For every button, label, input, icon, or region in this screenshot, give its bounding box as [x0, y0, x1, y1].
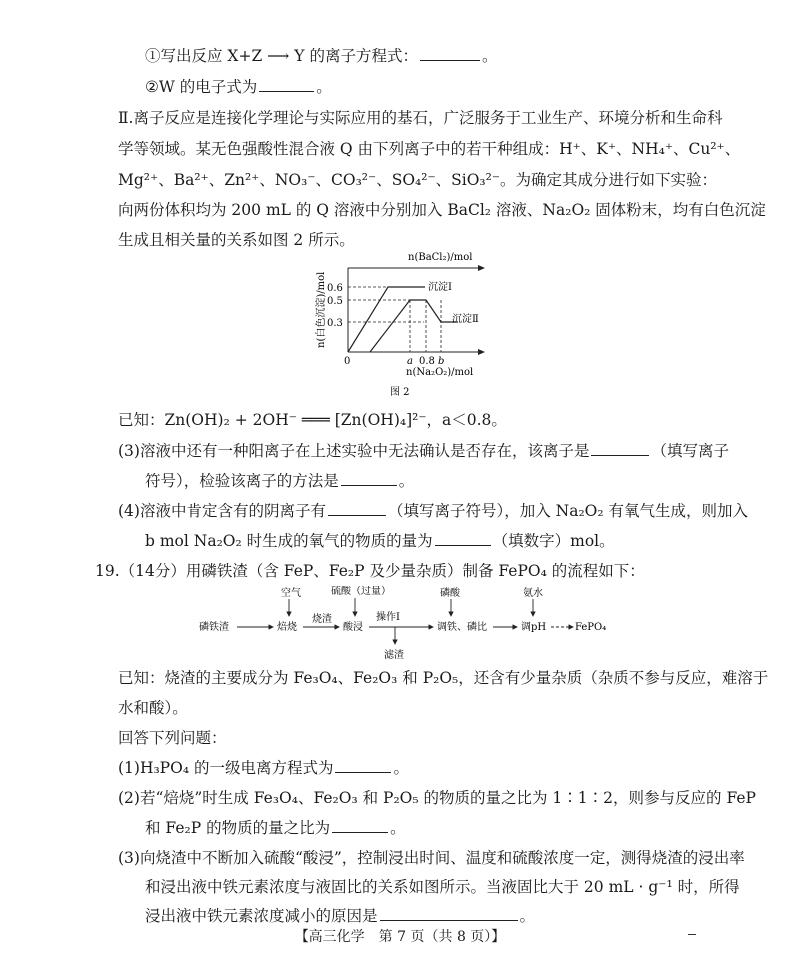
step-adjust: 调铁、磷比	[437, 622, 487, 633]
answer-blank[interactable]	[591, 441, 649, 456]
answer-blank[interactable]	[341, 471, 397, 486]
figure-2-graph	[300, 248, 500, 403]
step-start: 磷铁渣	[199, 622, 229, 633]
part-3-text: 浸出液中铁元素浓度减小的原因是	[145, 907, 378, 925]
label-precipitate-2: 沉淀Ⅱ	[452, 314, 479, 325]
top-axis-arrow	[478, 265, 485, 271]
y-axis-label: n(白色沉淀)/mol	[316, 271, 327, 348]
part-2-line2	[145, 818, 406, 838]
section2-line1: Ⅱ.离子反应是连接化学理论与实际应用的基石，广泛服务于工业生产、环境分析和生命科	[118, 109, 723, 127]
step-roast: 焙烧	[277, 622, 297, 633]
section2-line3: Mg²⁺、Ba²⁺、Zn²⁺、NO₃⁻、CO₃²⁻、SO₄²⁻、SiO₃²⁻。为确定其成分进行如下实验：	[118, 171, 718, 189]
x-tick-b: b	[438, 356, 445, 367]
part-3-line1: (3)向烧渣中不断加入硫酸“酸浸”，控制浸出时间、温度和硫酸浓度一定，测得烧渣的浸出率	[118, 849, 745, 867]
q4-text-a: (4)溶液中肯定含有的阴离子有	[118, 502, 326, 520]
reagent-ammonia: 氨水	[523, 588, 543, 599]
known-condition-2-line2: 水和酸）。	[118, 699, 188, 717]
step-ph: 调pH	[521, 622, 547, 633]
part-2-text: 和 Fe₂P 的物质的量之比为	[145, 819, 331, 837]
q4-text-d: （填数字）mol。	[492, 532, 615, 550]
question-19-title: 19.（14分）用磷铁渣（含 FeP、Fe₂P 及少量杂质）制备 FePO₄ 的流程如下：	[95, 562, 645, 580]
question-4-line1	[118, 501, 748, 521]
process-flow-diagram	[195, 586, 615, 666]
x-tick-0.8: 0.8	[419, 356, 435, 367]
answer-blank[interactable]	[380, 906, 518, 921]
question-2-line	[145, 77, 332, 97]
answer-blank[interactable]	[335, 758, 391, 773]
x-axis-label: n(Na₂O₂)/mol	[406, 367, 474, 378]
section2-line2: 学等领域。某无色强酸性混合液 Q 由下列离子中的若干种组成：H⁺、K⁺、NH₄⁺、Cu²⁺、	[118, 140, 741, 158]
x-tick-a: a	[407, 356, 413, 367]
part-2-line1: (2)若“焙烧”时生成 Fe₃O₄、Fe₂O₃ 和 P₂O₅ 的物质的量之比为 1∶1∶2，则参与反应的 FeP	[118, 789, 756, 807]
curve-precipitate-2	[370, 300, 458, 352]
y-tick-0.6: 0.6	[327, 283, 343, 294]
period: 。	[393, 759, 409, 777]
q3-text-c: 符号），检验该离子的方法是	[145, 472, 339, 490]
period: 。	[390, 819, 406, 837]
q4-text-c: b mol Na₂O₂ 时生成的氧气的物质的量为	[145, 532, 433, 550]
figure-caption: 图 2	[390, 387, 410, 398]
y-tick-0.3: 0.3	[327, 318, 343, 329]
q1-text: ①写出反应 X+Z ⟶ Y 的离子方程式：	[145, 47, 418, 65]
question-3-line1	[118, 441, 729, 461]
corner-mark	[688, 934, 696, 935]
section2-line4: 向两份体积均为 200 mL 的 Q 溶液中分别加入 BaCl₂ 溶液、Na₂O₂ 固体粉末，均有白色沉淀	[118, 201, 766, 219]
part-1-text: (1)H₃PO₄ 的一级电离方程式为	[118, 759, 334, 777]
label-roast-residue: 烧渣	[312, 614, 332, 625]
step-leach: 酸浸	[343, 622, 363, 633]
curve-precipitate-1	[348, 287, 425, 352]
x-axis-arrow	[478, 349, 485, 355]
question-4-line2	[145, 531, 615, 551]
known-condition-1: 已知：Zn(OH)₂ + 2OH⁻ ═══ [Zn(OH)₄]²⁻，a＜0.8。	[118, 411, 507, 429]
answer-blank[interactable]	[332, 818, 388, 833]
known-condition-2-line1: 已知：烧渣的主要成分为 Fe₃O₄、Fe₂O₃ 和 P₂O₅，还含有少量杂质（杂质不参与反应，难溶于	[118, 669, 769, 687]
part-3-line3	[145, 906, 535, 926]
q2-text: ②W 的电子式为	[145, 78, 258, 96]
label-precipitate-1: 沉淀Ⅰ	[428, 282, 452, 293]
part-1-line	[118, 758, 409, 778]
step-filter-residue: 滤渣	[384, 650, 404, 661]
origin-label: 0	[344, 356, 351, 367]
q3-text-b: （填写离子	[651, 442, 729, 460]
answer-blank[interactable]	[259, 77, 314, 92]
q4-text-b: （填写离子符号），加入 Na₂O₂ 有氧气生成，则加入	[387, 502, 749, 520]
label-operation-1: 操作Ⅰ	[376, 612, 400, 623]
period: 。	[481, 47, 498, 65]
q3-text-a: (3)溶液中还有一种阳离子在上述实验中无法确认是否存在，该离子是	[118, 442, 590, 460]
period: 。	[316, 78, 332, 96]
answer-blank[interactable]	[435, 531, 491, 546]
step-product: FePO₄	[575, 622, 607, 633]
answer-blank[interactable]	[328, 501, 386, 516]
period: 。	[519, 907, 536, 925]
page-footer: 【高三化学 第 7 页（共 8 页）】	[294, 929, 506, 945]
reagent-air: 空气	[281, 588, 301, 599]
answer-intro: 回答下列问题：	[118, 729, 227, 747]
section2-line5: 生成且相关量的关系如图 2 所示。	[118, 231, 355, 249]
y-tick-0.5: 0.5	[327, 296, 343, 307]
part-3-line2: 和浸出液中铁元素浓度与液固比的关系如图所示。当液固比大于 20 mL · g⁻¹ 时，所得	[145, 878, 740, 896]
top-axis-label: n(BaCl₂)/mol	[408, 252, 473, 263]
reagent-sulfuric: 硫酸（过量）	[331, 586, 391, 597]
answer-blank[interactable]	[420, 46, 480, 61]
reagent-phosphoric: 磷酸	[440, 588, 460, 599]
question-3-line2	[145, 471, 414, 491]
period: 。	[398, 472, 415, 490]
question-1-line	[145, 46, 497, 66]
